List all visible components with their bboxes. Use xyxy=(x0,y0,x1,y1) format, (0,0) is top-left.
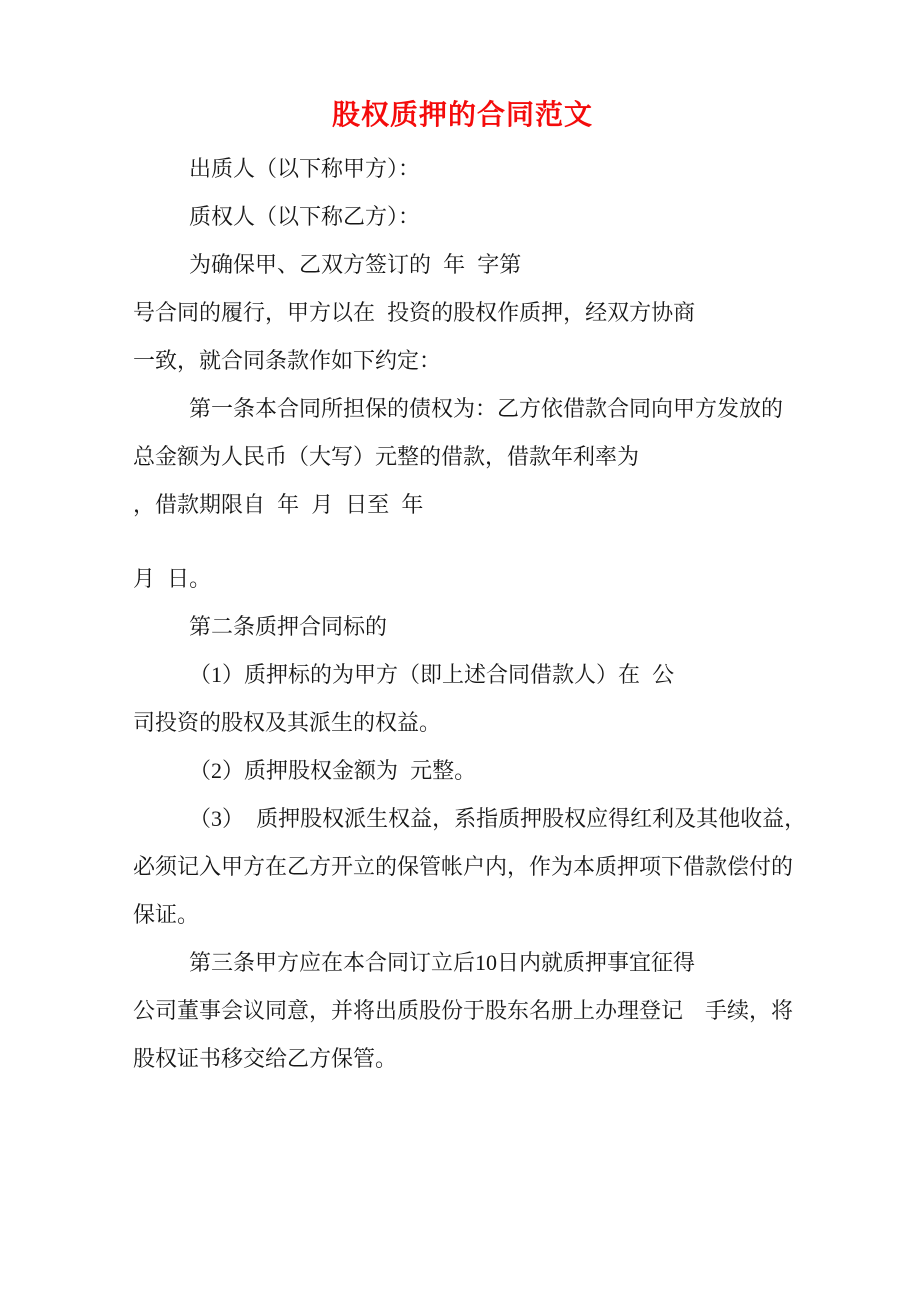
line-article2-heading: 第二条质押合同标的 xyxy=(189,614,388,639)
line-pledgee: 质权人（以下称乙方）： xyxy=(189,204,421,229)
document-title: 股权质押的合同范文 xyxy=(331,100,593,131)
line-preamble-2: 号合同的履行，甲方以在 投资的股权作质押，经双方协商 xyxy=(133,300,696,325)
line-article1-4: 月 日。 xyxy=(133,566,212,591)
line-article2-item3-a: （3） 质押股权派生权益，系指质押股权应得红利及其他收益， xyxy=(189,806,807,831)
line-article2-item2: （2）质押股权金额为 元整。 xyxy=(189,758,477,783)
line-preamble-3: 一致，就合同条款作如下约定： xyxy=(133,348,442,373)
line-article2-item1-b: 司投资的股权及其派生的权益。 xyxy=(133,710,442,735)
line-article1-3: ，借款期限自 年 月 日至 年 xyxy=(133,492,424,517)
line-article3-3: 股权证书移交给乙方保管。 xyxy=(133,1046,398,1071)
document-body xyxy=(133,145,807,1083)
line-preamble-1: 为确保甲、乙双方签订的 年 字第 xyxy=(189,252,522,277)
line-article1-1: 第一条本合同所担保的债权为：乙方依借款合同向甲方发放的 xyxy=(189,396,784,421)
line-spacer xyxy=(133,529,792,555)
line-pledgor: 出质人（以下称甲方）： xyxy=(189,156,421,181)
line-article3-2: 公司董事会议同意，并将出质股份于股东名册上办理登记 手续，将 xyxy=(133,998,794,1023)
line-article2-item1-a: （1）质押标的为甲方（即上述合同借款人）在 公 xyxy=(189,662,675,687)
line-article2-item3-c: 保证。 xyxy=(133,902,200,927)
line-article2-item3-b: 必须记入甲方在乙方开立的保管帐户内，作为本质押项下借款偿付的 xyxy=(133,854,794,879)
line-article3-1: 第三条甲方应在本合同订立后10日内就质押事宜征得 xyxy=(189,950,696,975)
line-article1-2: 总金额为人民币（大写）元整的借款，借款年利率为 xyxy=(133,444,640,469)
